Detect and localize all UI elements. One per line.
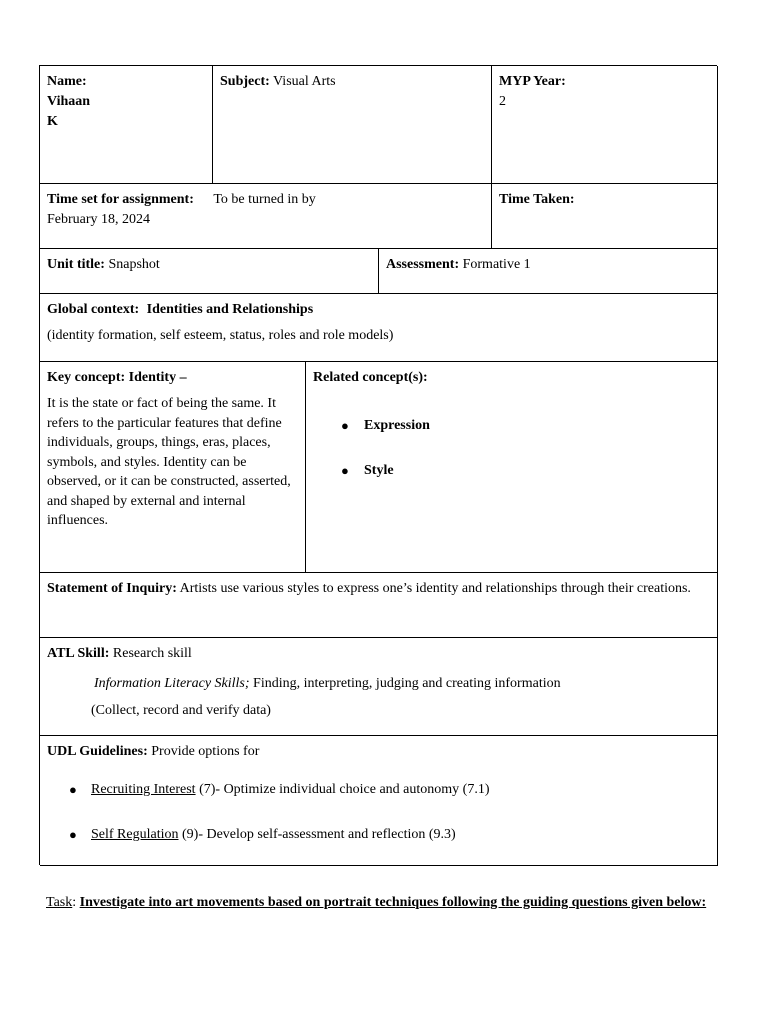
subject-value: Visual Arts: [273, 74, 336, 89]
related-concepts-label: Related concept(s):: [313, 370, 428, 385]
assessment-label: Assessment:: [386, 257, 460, 272]
related-concept-expression: Expression: [364, 418, 430, 433]
task-text: Investigate into art movements based on portrait techniques following the guiding questions given below:: [79, 895, 707, 910]
time-set-label: Time set for assignment:: [47, 192, 194, 207]
udl-link-recruiting-interest[interactable]: Recruiting Interest: [91, 782, 196, 797]
name-cell: [40, 66, 213, 184]
udl-link-self-regulation[interactable]: Self Regulation: [91, 827, 179, 842]
atl-skill-detail2: (Collect, record and verify data): [91, 703, 271, 718]
assessment-value: Formative 1: [462, 257, 531, 272]
list-item: [47, 780, 710, 825]
assignment-table: [39, 65, 717, 865]
atl-skill-cell: [40, 638, 718, 736]
myp-year-cell: [492, 66, 718, 184]
time-set-value-line1: To be turned in by: [213, 192, 316, 207]
bullet-icon: ●: [341, 463, 349, 478]
task-colon: :: [72, 895, 77, 910]
atl-skill-italic: Information Literacy Skills;: [94, 676, 250, 691]
global-context-value: Identities and Relationships: [146, 302, 314, 317]
inquiry-label: Statement of Inquiry:: [47, 581, 177, 596]
udl-item-text: (9)- Develop self-assessment and reflection (9.3): [182, 827, 456, 842]
key-concept-label: Key concept: Identity –: [47, 370, 187, 385]
global-context-label: Global context:: [47, 302, 140, 317]
atl-skill-value: Research skill: [112, 646, 192, 661]
udl-value: Provide options for: [151, 744, 260, 759]
bullet-icon: ●: [69, 827, 77, 842]
udl-label: UDL Guidelines:: [47, 744, 148, 759]
bullet-icon: ●: [69, 782, 77, 797]
unit-title-cell: [40, 249, 379, 294]
unit-title-value: Snapshot: [108, 257, 160, 272]
assessment-cell: [379, 249, 718, 294]
student-first-name: Vihaan: [47, 94, 91, 109]
subject-label: Subject:: [220, 74, 270, 89]
task-label: Task: [46, 895, 73, 910]
atl-skill-label: ATL Skill:: [47, 646, 110, 661]
time-taken-cell: [492, 184, 718, 249]
udl-cell: [40, 736, 718, 866]
time-taken-label: Time Taken:: [499, 192, 575, 207]
atl-skill-detail: Finding, interpreting, judging and creating information: [253, 676, 561, 691]
inquiry-cell: [40, 573, 718, 638]
list-item: [47, 825, 710, 845]
udl-item-text: (7)- Optimize individual choice and autonomy (7.1): [199, 782, 490, 797]
key-concept-text: It is the state or fact of being the same. It refers to the particular features that define individuals, groups, things, eras, places, symbols, and styles. Identity can be observed, or it can be constructed, asserted, and shaped by external and internal influences.: [47, 396, 291, 528]
list-item: [313, 461, 710, 481]
related-concepts-list: [313, 416, 710, 481]
myp-year-value: 2: [499, 94, 506, 109]
subject-cell: [213, 66, 492, 184]
name-label: Name:: [47, 74, 87, 89]
related-concepts-cell: [306, 362, 718, 573]
bullet-icon: ●: [341, 418, 349, 433]
global-context-cell: [40, 294, 718, 362]
time-set-value-line2: February 18, 2024: [47, 212, 151, 227]
list-item: [313, 416, 710, 461]
unit-title-label: Unit title:: [47, 257, 105, 272]
task-statement: [46, 893, 716, 913]
myp-year-label: MYP Year:: [499, 74, 566, 89]
global-context-detail: (identity formation, self esteem, status, roles and role models): [47, 328, 394, 343]
time-set-cell: [40, 184, 492, 249]
inquiry-text: Artists use various styles to express one’s identity and relationships through their creations.: [179, 581, 691, 596]
student-last-name: K: [47, 114, 58, 129]
related-concept-style: Style: [364, 463, 394, 478]
udl-list: [47, 780, 710, 845]
key-concept-cell: [40, 362, 306, 573]
